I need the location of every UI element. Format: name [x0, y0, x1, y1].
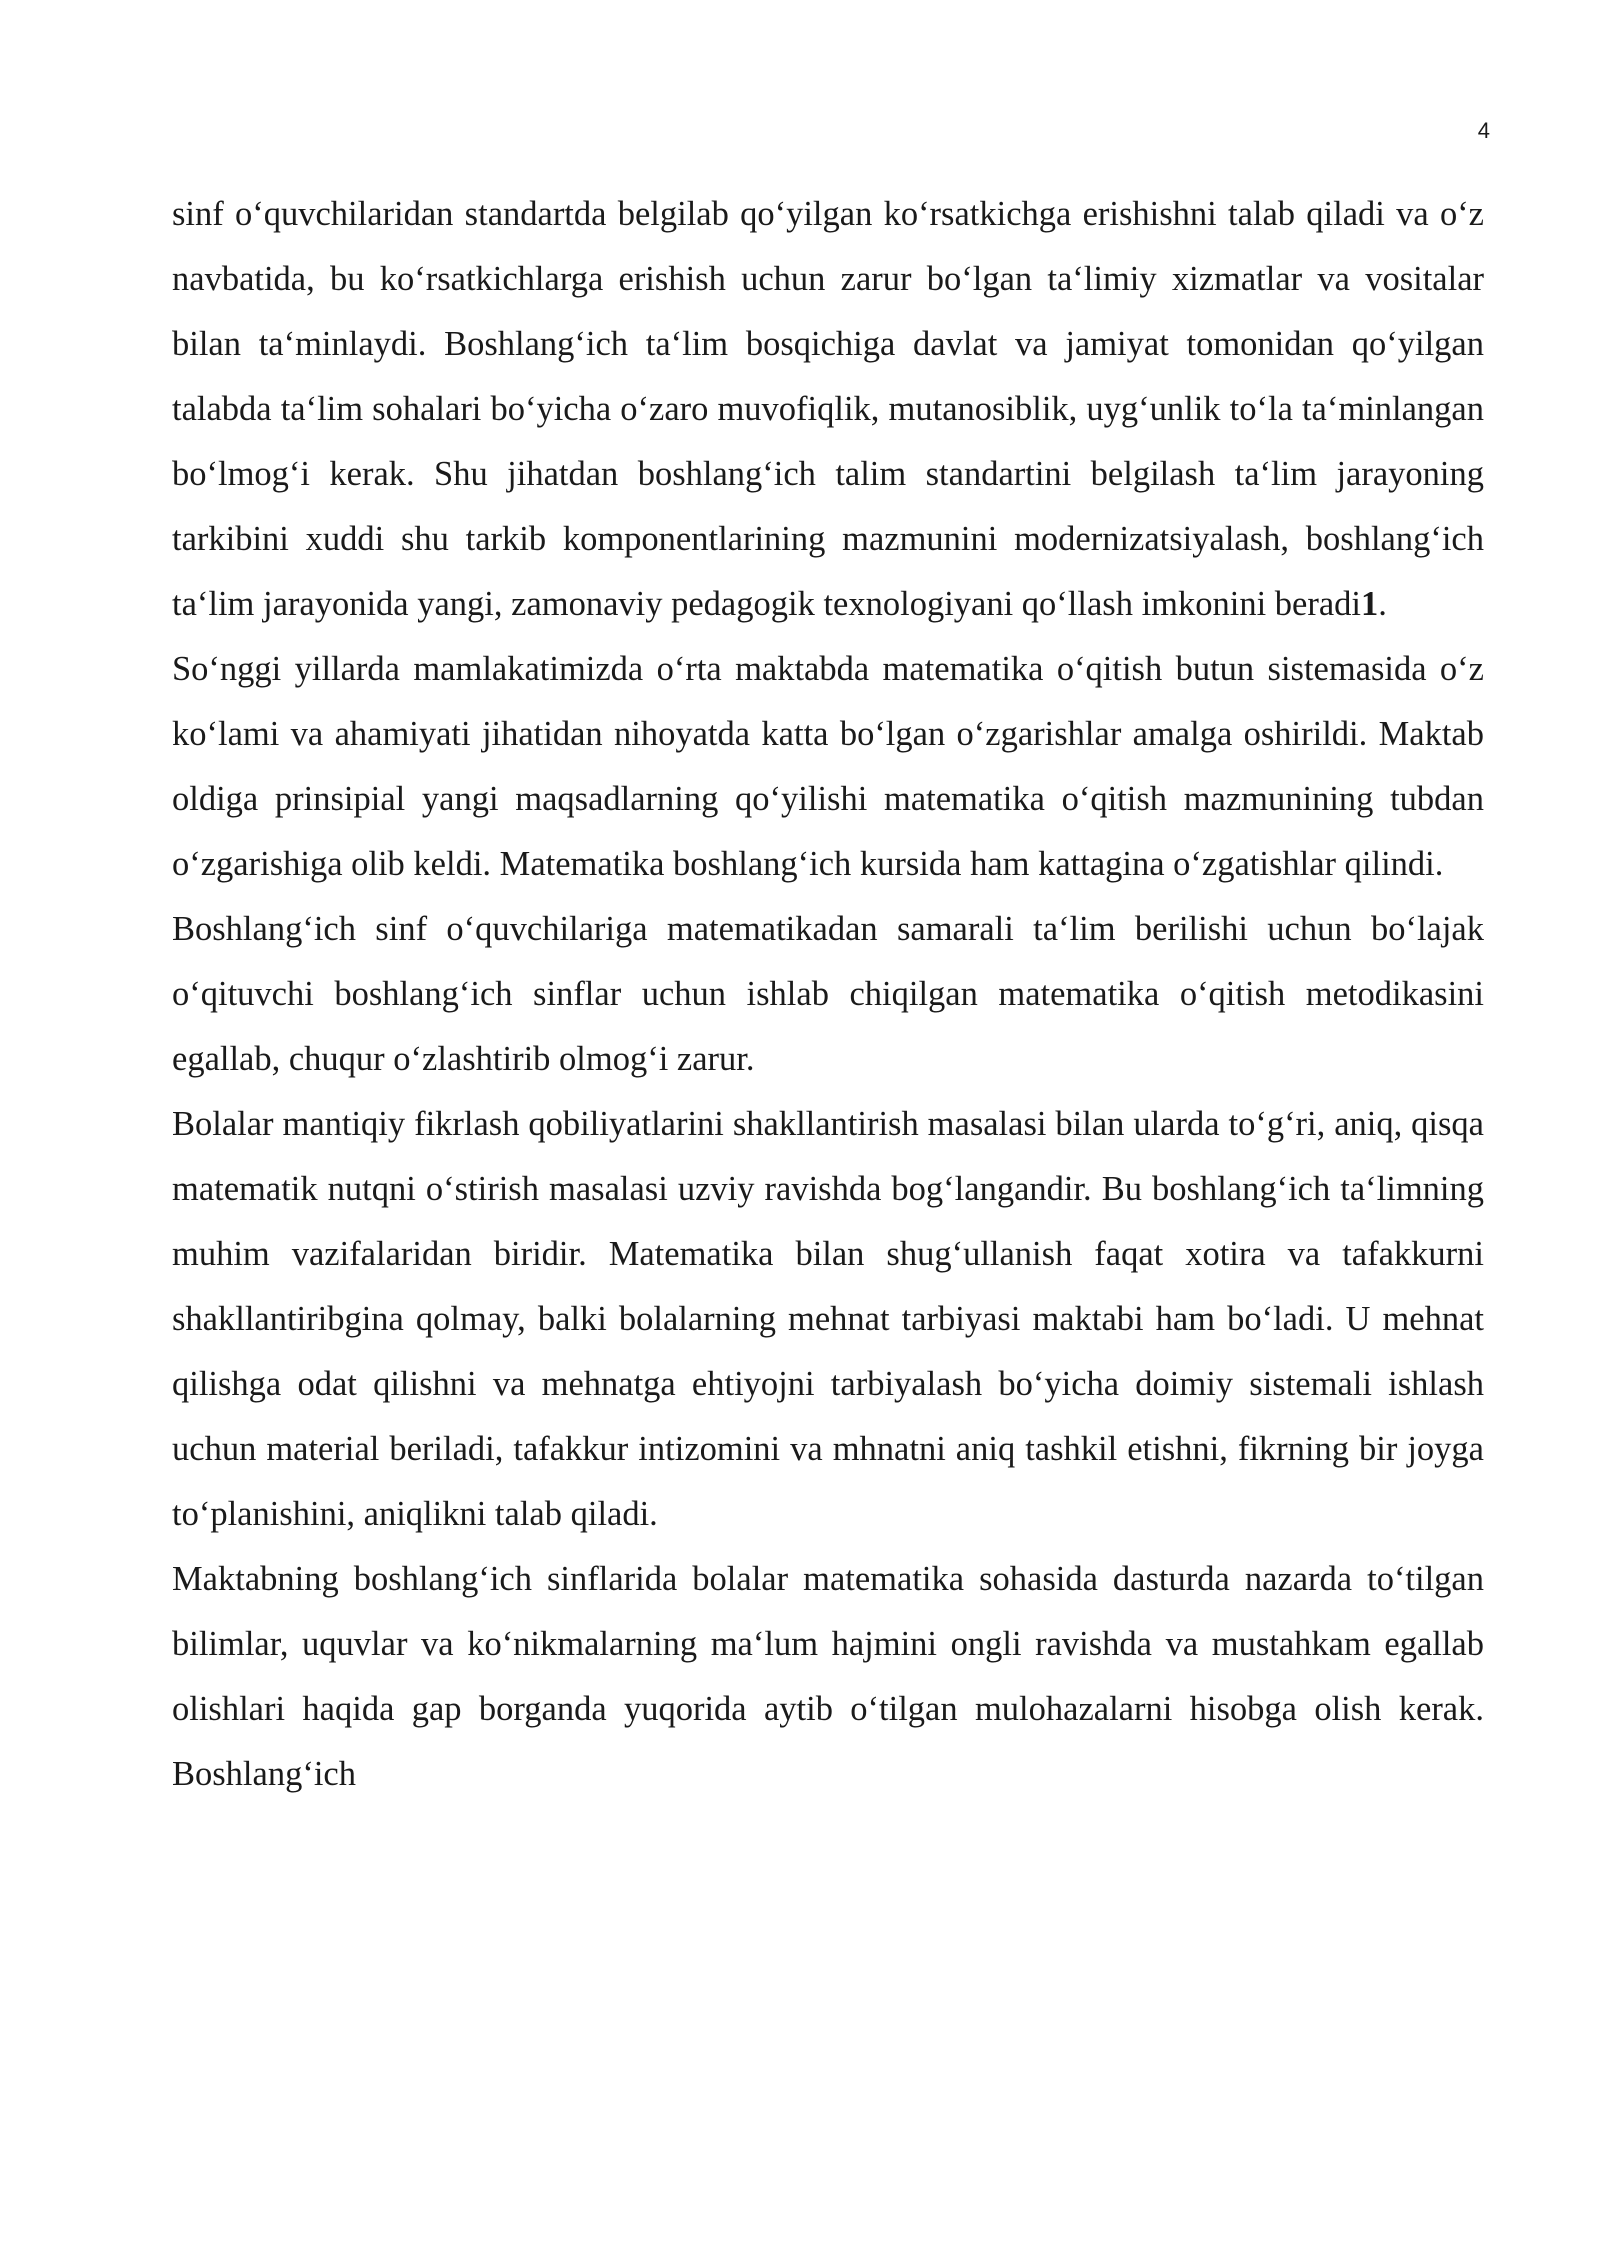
footnote-reference[interactable]: 1 [1361, 585, 1379, 623]
page-number: 4 [1477, 118, 1490, 143]
paragraph-1 [172, 182, 1484, 637]
paragraph-4: Bolalar mantiqiy fikrlash qobiliyatlarini shakllantirish masalasi bilan ularda to‘g‘ri, aniq, qisqa matematik nutqni o‘stirish masalasi uzviy ravishda bog‘langandir. Bu boshlang‘ich ta‘limning muhim vazifalaridan biridir. Matematika bilan shug‘ullanish faqat xotira va tafakkurni shakllantiribgina qolmay, balki bolalarning mehnat tarbiyasi maktabi ham bo‘ladi. U mehnat qilishga odat qilishni va mehnatga ehtiyojni tarbiyalash bo‘yicha doimiy sistemali ishlash uchun material beriladi, tafakkur intizomini va mhnatni aniq tashkil etishni, fikrning bir joyga to‘planishini, aniqlikni talab qiladi. [172, 1105, 1484, 1533]
paragraph-3: Boshlang‘ich sinf o‘quvchilariga matematikadan samarali ta‘lim berilishi uchun bo‘lajak o‘qituvchi boshlang‘ich sinflar uchun ishlab chiqilgan matematika o‘qitish metodikasini egallab, chuqur o‘zlashtirib olmog‘i zarur. [172, 910, 1484, 1078]
body-text [172, 182, 1484, 1807]
paragraph-5: Maktabning boshlang‘ich sinflarida bolalar matematika sohasida dasturda nazarda to‘tilgan bilimlar, uquvlar va ko‘nikmalarning ma‘lum hajmini ongli ravishda va mustahkam egallab olishlari haqida gap borganda yuqorida aytib o‘tilgan mulohazalarni hisobga olish kerak. Boshlang‘ich [172, 1560, 1484, 1793]
paragraph-1-text: sinf o‘quvchilaridan standartda belgilab qo‘yilgan ko‘rsatkichga erishishni talab qiladi va o‘z navbatida, bu ko‘rsatkichlarga erishish uchun zarur bo‘lgan ta‘limiy xizmatlar va vositalar bilan ta‘minlaydi. Boshlang‘ich ta‘lim bosqichiga davlat va jamiyat tomonidan qo‘yilgan talabda ta‘lim sohalari bo‘yicha o‘zaro muvofiqlik, mutanosiblik, uyg‘unlik to‘la ta‘minlangan bo‘lmog‘i kerak. Shu jihatdan boshlang‘ich talim standartini belgilash ta‘lim jarayoning tarkibini xuddi shu tarkib komponentlarining mazmunini modernizatsiyalash, boshlang‘ich ta‘lim jarayonida yangi, zamonaviy pedagogik texnologiyani qo‘llash imkonini beradi [172, 195, 1484, 623]
paragraph-1-tail: . [1378, 585, 1387, 623]
paragraph-2: So‘nggi yillarda mamlakatimizda o‘rta maktabda matematika o‘qitish butun sistemasida o‘z ko‘lami va ahamiyati jihatidan nihoyatda katta bo‘lgan o‘zgarishlar amalga oshirildi. Maktab oldiga prinsipial yangi maqsadlarning qo‘yilishi matematika o‘qitish mazmunining tubdan o‘zgarishiga olib keldi. Matematika boshlang‘ich kursida ham kattagina o‘zgatishlar qilindi. [172, 650, 1484, 883]
